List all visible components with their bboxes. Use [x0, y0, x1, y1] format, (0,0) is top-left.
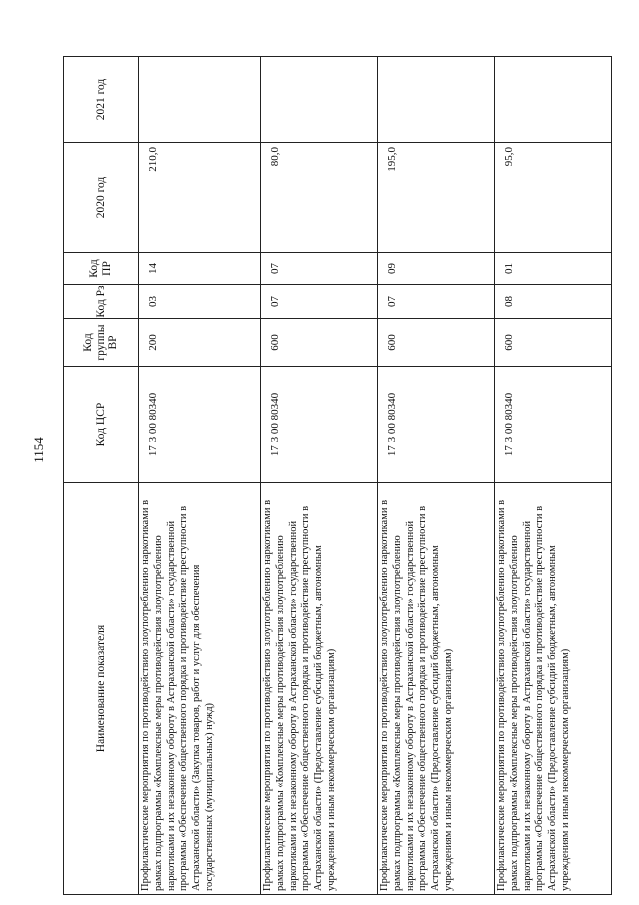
header-name: Наименование показателя	[64, 483, 139, 895]
row-vr: 600	[261, 319, 378, 367]
row-csr: 17 3 00 80340	[261, 367, 378, 483]
row-name: Профилактические мероприятия по противодействию злоупотреблению наркотиками в рамках подпрограммы «Комплексные меры противодействия злоупотреблению наркотиками и их незаконному обороту в Астраханской области» государственной программы «Обеспечение общественного порядка и противодействие преступности в Астраханской области» (Предоставление субсидий бюджетным, автономным учреждениям и иным некоммерческим организациям)	[261, 483, 378, 895]
row-pr: 01	[495, 253, 612, 285]
row-csr: 17 3 00 80340	[139, 367, 261, 483]
row-rz: 07	[378, 285, 495, 319]
row-pr: 09	[378, 253, 495, 285]
row-csr: 17 3 00 80340	[378, 367, 495, 483]
row-2020: 95,0	[495, 143, 612, 253]
table-row	[261, 57, 378, 895]
rotated-table-wrapper	[63, 57, 611, 895]
header-pr: Код ПР	[64, 253, 139, 285]
row-name: Профилактические мероприятия по противодействию злоупотреблению наркотиками в рамках подпрограммы «Комплексные меры противодействия злоупотреблению наркотиками и их незаконному обороту в Астраханской области» государственной программы «Обеспечение общественного порядка и противодействие преступности в Астраханской области» (Предоставление субсидий бюджетным, автономным учреждениям и иным некоммерческим организациям)	[495, 483, 612, 895]
row-vr: 600	[495, 319, 612, 367]
budget-table	[63, 56, 612, 895]
row-2021	[495, 57, 612, 143]
row-2021	[378, 57, 495, 143]
row-name: Профилактические мероприятия по противодействию злоупотреблению наркотиками в рамках подпрограммы «Комплексные меры противодействия злоупотреблению наркотиками и их незаконному обороту в Астраханской области» государственной программы «Обеспечение общественного порядка и противодействие преступности в Астраханской области» (Закупка товаров, работ и услуг для обеспечения государственных (муниципальных) нужд)	[139, 483, 261, 895]
header-rz: Код Рз	[64, 285, 139, 319]
row-rz: 03	[139, 285, 261, 319]
row-name: Профилактические мероприятия по противодействию злоупотреблению наркотиками в рамках подпрограммы «Комплексные меры противодействия злоупотреблению наркотиками и их незаконному обороту в Астраханской области» государственной программы «Обеспечение общественного порядка и противодействие преступности в Астраханской области» (Предоставление субсидий бюджетным, автономным учреждениям и иным некоммерческим организациям)	[378, 483, 495, 895]
page-number: 1154	[31, 437, 46, 463]
table-row	[378, 57, 495, 895]
row-2020: 210,0	[139, 143, 261, 253]
row-2020: 80,0	[261, 143, 378, 253]
row-vr: 600	[378, 319, 495, 367]
row-pr: 07	[261, 253, 378, 285]
table-row	[495, 57, 612, 895]
row-rz: 07	[261, 285, 378, 319]
header-2020: 2020 год	[64, 143, 139, 253]
table-row	[139, 57, 261, 895]
row-2020: 195,0	[378, 143, 495, 253]
row-2021	[139, 57, 261, 143]
row-vr: 200	[139, 319, 261, 367]
row-pr: 14	[139, 253, 261, 285]
row-csr: 17 3 00 80340	[495, 367, 612, 483]
header-2021: 2021 год	[64, 57, 139, 143]
row-rz: 08	[495, 285, 612, 319]
header-vr: Код группы ВР	[64, 319, 139, 367]
row-2021	[261, 57, 378, 143]
header-csr: Код ЦСР	[64, 367, 139, 483]
table-header-row	[64, 57, 139, 895]
